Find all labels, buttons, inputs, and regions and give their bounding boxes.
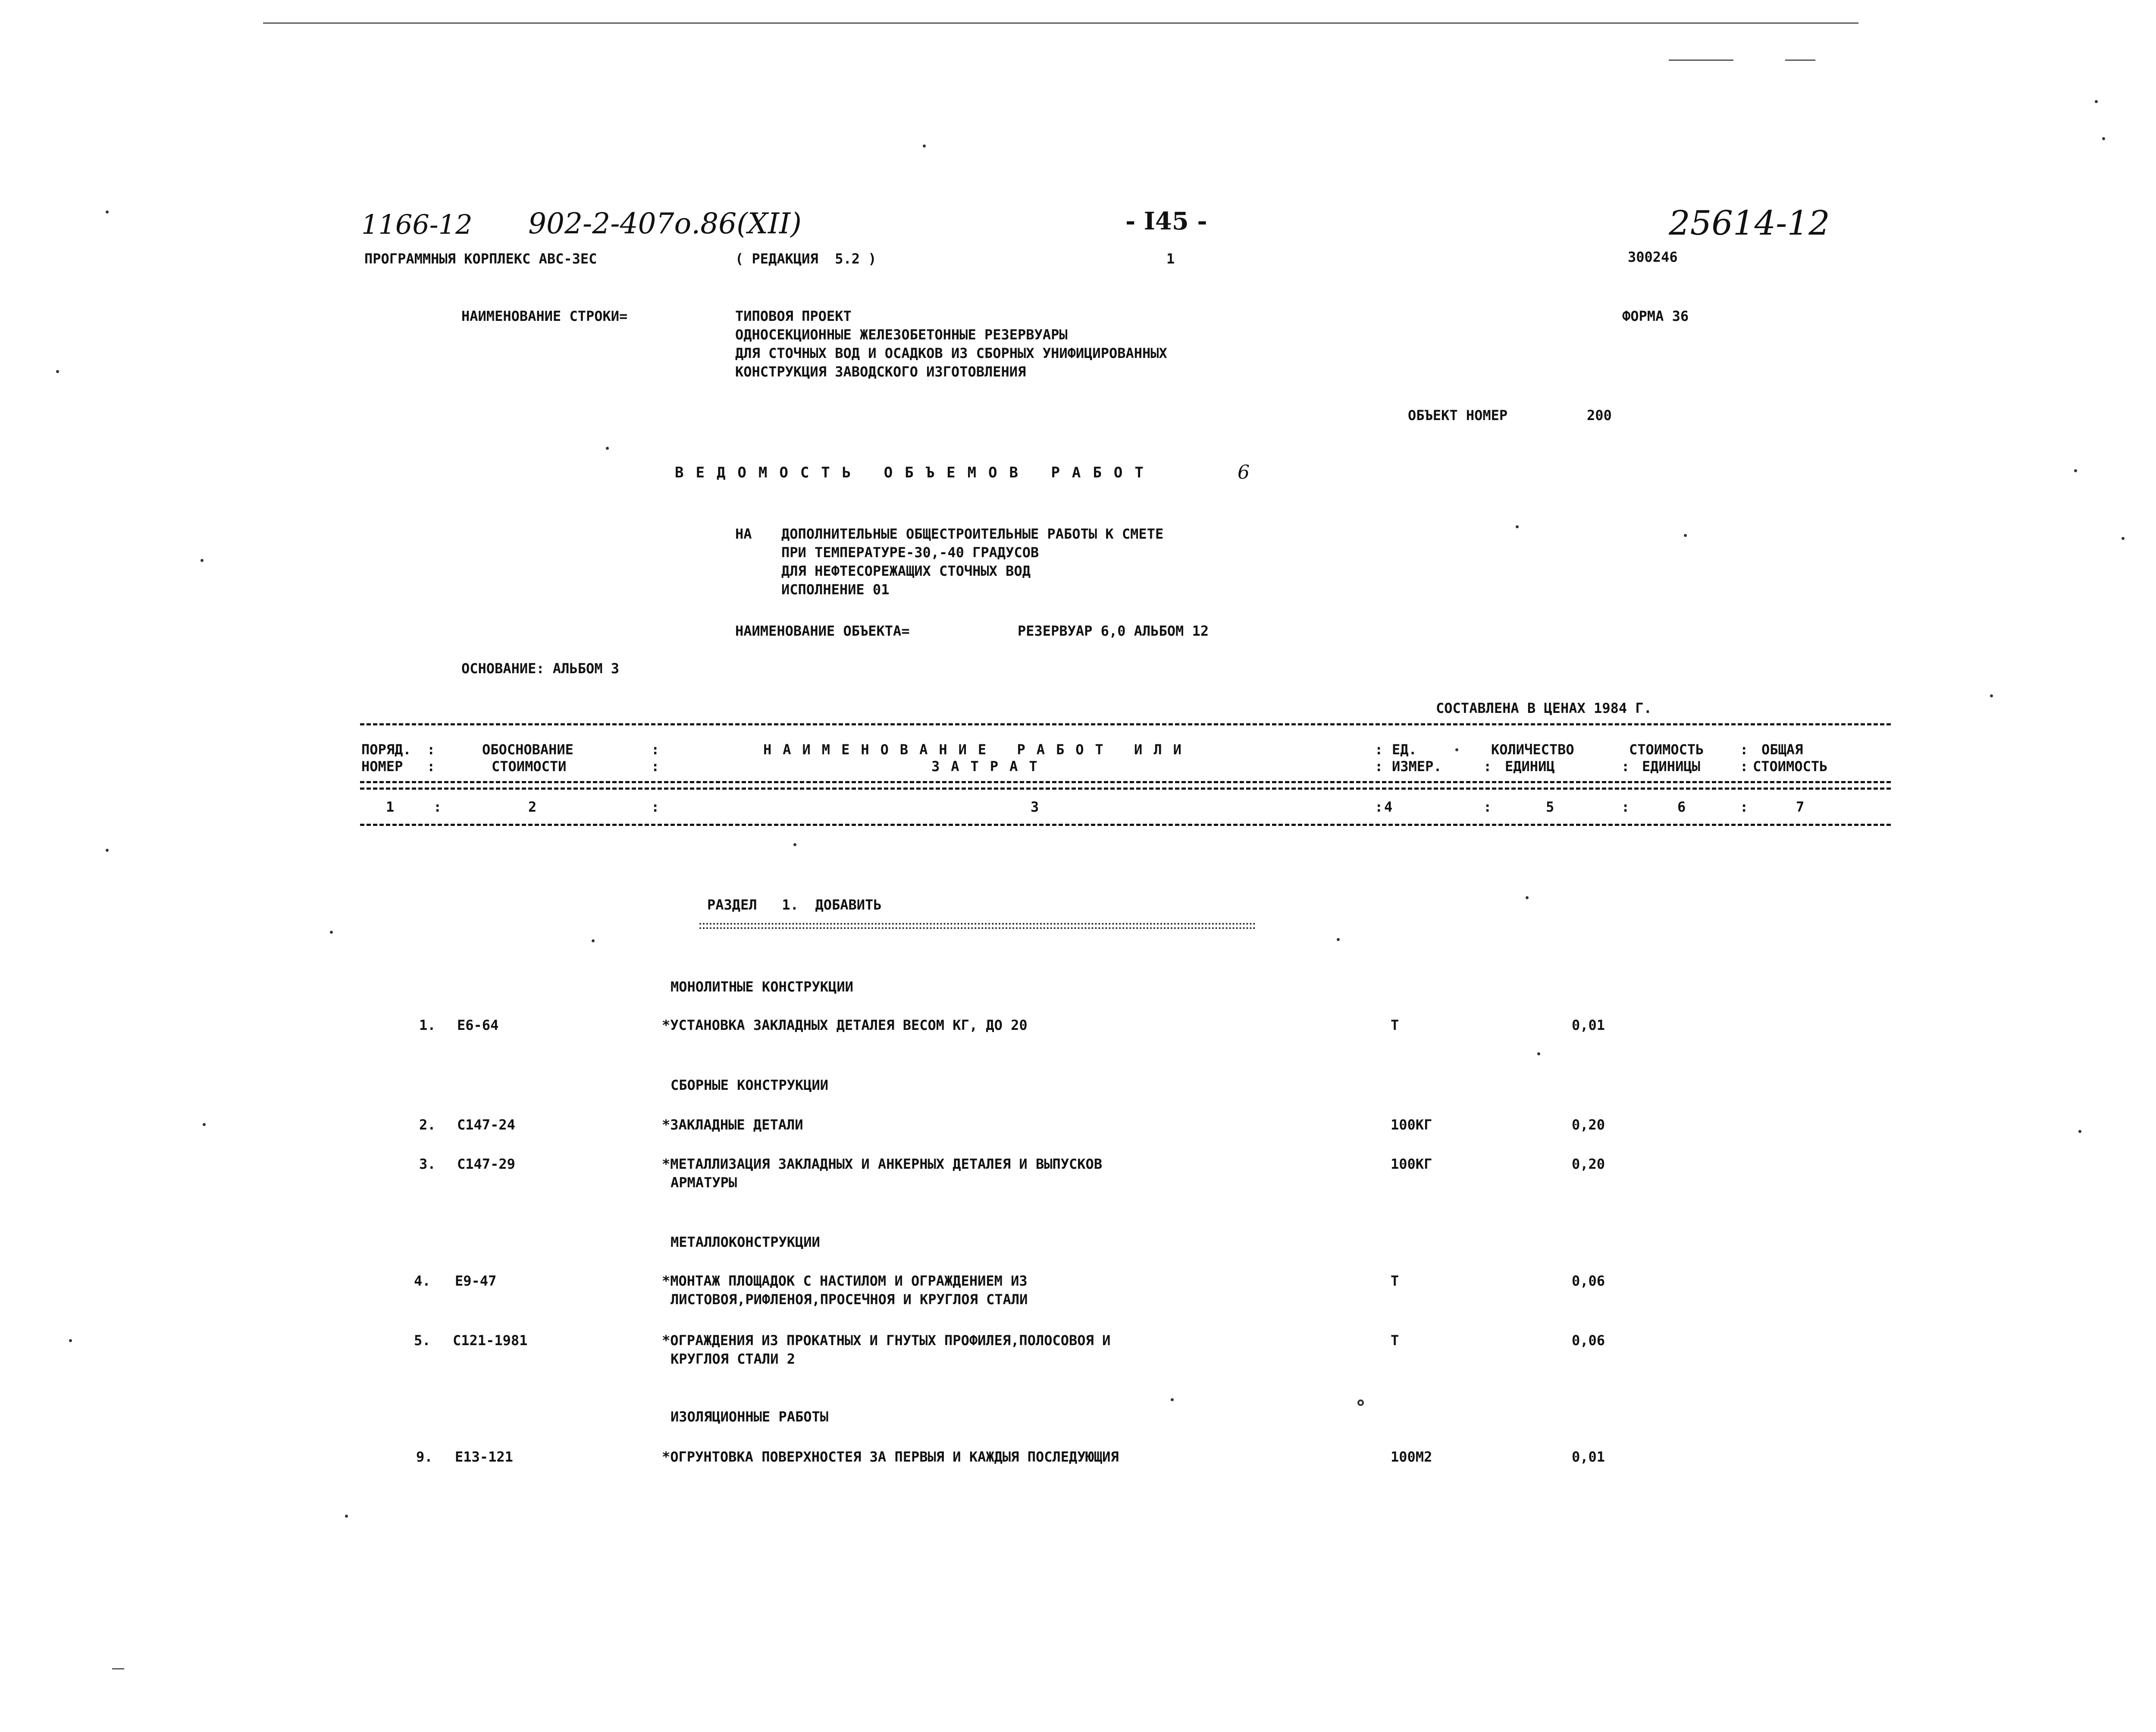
row-5-code: С121-1981 xyxy=(453,1332,528,1349)
row-9-code: Е13-121 xyxy=(455,1449,513,1465)
row-9-qty: 0,01 xyxy=(1572,1449,1605,1465)
col7-header-line2: СТОИМОСТЬ xyxy=(1753,758,1828,775)
table-rule-mid2 xyxy=(360,788,1891,790)
row-3-unit: 100КГ xyxy=(1391,1156,1432,1172)
col-separators: : xyxy=(1621,799,1630,815)
scan-speck xyxy=(69,1339,72,1342)
row-4-name-line2: ЛИСТОВОЯ,РИФЛЕНОЯ,ПРОСЕЧНОЯ И КРУГЛОЯ СТАЛИ xyxy=(671,1291,1028,1308)
row-4-name-line1: *МОНТАЖ ПЛОЩАДОК С НАСТИЛОМ И ОГРАЖДЕНИЕМ ИЗ xyxy=(662,1273,1028,1289)
scan-speck xyxy=(2078,1130,2081,1133)
scan-speck xyxy=(1526,896,1529,899)
col-separators: : xyxy=(1740,758,1749,775)
line-name-label: НАИМЕНОВАНИЕ СТРОКИ= xyxy=(461,308,628,324)
line-name-3: ДЛЯ СТОЧНЫХ ВОД И ОСАДКОВ ИЗ СБОРНЫХ УНИФИЦИРОВАННЫХ xyxy=(735,345,1167,361)
row-1-code: Е6-64 xyxy=(457,1017,499,1033)
row-4-unit: Т xyxy=(1391,1273,1399,1289)
col-separators: : xyxy=(1740,799,1749,815)
object-name-value: РЕЗЕРВУАР 6,0 АЛЬБОМ 12 xyxy=(1018,623,1209,639)
section-title: РАЗДЕЛ 1. ДОБАВИТЬ xyxy=(707,897,882,913)
row-1-name: *УСТАНОВКА ЗАКЛАДНЫХ ДЕТАЛЕЯ ВЕСОМ КГ, ДО 20 xyxy=(662,1017,1028,1033)
row-9-name: *ОГРУНТОВКА ПОВЕРХНОСТЕЯ ЗА ПЕРВЫЯ И КАЖДЫЯ ПОСЛЕДУЮЩИЯ xyxy=(662,1449,1119,1465)
scan-speck xyxy=(1455,748,1458,751)
scan-speck xyxy=(2102,137,2105,140)
scan-speck xyxy=(1537,1052,1540,1055)
group-title-metal: МЕТАЛЛОКОНСТРУКЦИИ xyxy=(671,1234,820,1250)
col-number-3: 3 xyxy=(1031,799,1039,815)
scan-speck xyxy=(1171,1398,1174,1401)
subtitle-line-1: ДОПОЛНИТЕЛЬНЫЕ ОБЩЕСТРОИТЕЛЬНЫЕ РАБОТЫ К СМЕТЕ xyxy=(781,526,1164,542)
row-5-qty: 0,06 xyxy=(1572,1332,1605,1349)
scan-bottom-mark xyxy=(112,1668,124,1669)
subtitle-line-3: ДЛЯ НЕФТЕСОРЕЖАЩИХ СТОЧНЫХ ВОД xyxy=(781,563,1031,579)
col5-header-line1: КОЛИЧЕСТВО xyxy=(1491,741,1574,758)
row-1-num: 1. xyxy=(419,1017,436,1033)
scan-speck xyxy=(345,1515,348,1518)
col-separators: : xyxy=(1375,799,1383,815)
row-2-code: С147-24 xyxy=(457,1117,515,1133)
section-underline xyxy=(699,927,1256,929)
col6-header-line1: СТОИМОСТЬ xyxy=(1629,741,1704,758)
row-3-num: 3. xyxy=(419,1156,436,1172)
row-4-qty: 0,06 xyxy=(1572,1273,1605,1289)
row-3-code: С147-29 xyxy=(457,1156,515,1172)
table-rule-bottom xyxy=(360,824,1891,826)
row-4-num: 4. xyxy=(414,1273,431,1289)
row-2-qty: 0,20 xyxy=(1572,1117,1605,1133)
scan-speck xyxy=(592,939,595,942)
scan-top-mark xyxy=(1785,60,1815,61)
table-rule-mid xyxy=(360,781,1891,783)
object-number-value: 200 xyxy=(1587,407,1612,424)
col4-header-line1: ЕД. xyxy=(1392,741,1417,758)
scan-speck xyxy=(1990,694,1993,697)
col-separators: : xyxy=(651,741,660,758)
col-separators: : xyxy=(651,758,660,775)
subtitle-line-2: ПРИ ТЕМПЕРАТУРЕ-30,-40 ГРАДУСОВ xyxy=(781,544,1039,561)
handwritten-right-code: 25614-12 xyxy=(1669,204,1830,243)
scan-speck xyxy=(923,144,926,147)
col-separators: : xyxy=(651,799,660,815)
col2-header-line1: ОБОСНОВАНИЕ xyxy=(482,741,573,758)
form-number: ФОРМА 36 xyxy=(1622,308,1689,324)
col1-header-line1: ПОРЯД. xyxy=(361,741,411,758)
object-name-label: НАИМЕНОВАНИЕ ОБЪЕКТА= xyxy=(735,623,910,639)
col4-header-line2: ИЗМЕР. xyxy=(1392,758,1442,775)
table-rule-top xyxy=(360,723,1891,725)
row-1-unit: Т xyxy=(1391,1017,1399,1033)
col-number-2: 2 xyxy=(528,799,537,815)
col3-header-line2: ЗАТРАТ xyxy=(931,758,1049,775)
row-5-unit: Т xyxy=(1391,1332,1399,1349)
col-number-7: 7 xyxy=(1796,799,1805,815)
prices-year: СОСТАВЛЕНА В ЦЕНАХ 1984 Г. xyxy=(1436,700,1652,716)
row-3-name-line1: *МЕТАЛЛИЗАЦИЯ ЗАКЛАДНЫХ И АНКЕРНЫХ ДЕТАЛЕЯ И ВЫПУСКОВ xyxy=(662,1156,1103,1172)
scan-speck xyxy=(2122,537,2125,540)
line-name-2: ОДНОСЕКЦИОННЫЕ ЖЕЛЕЗОБЕТОННЫЕ РЕЗЕРВУАРЫ xyxy=(735,326,1068,343)
col1-header-line2: НОМЕР xyxy=(361,758,403,775)
subtitle-prefix: НА xyxy=(735,526,752,542)
scan-speck xyxy=(2095,100,2098,103)
scan-speck xyxy=(330,931,333,934)
section-underline xyxy=(699,923,1256,925)
basis: ОСНОВАНИЕ: АЛЬБОМ 3 xyxy=(461,660,620,677)
scan-speck xyxy=(201,559,204,562)
col-number-4: 4 xyxy=(1384,799,1393,815)
row-3-name-line2: АРМАТУРЫ xyxy=(671,1174,737,1191)
col5-header-line2: ЕДИНИЦ xyxy=(1505,758,1555,775)
doc-number: 300246 xyxy=(1628,249,1678,265)
row-9-unit: 100М2 xyxy=(1391,1449,1432,1465)
row-2-name: *ЗАКЛАДНЫЕ ДЕТАЛИ xyxy=(662,1117,803,1133)
handwritten-project-code: 902-2-407о.86(XII) xyxy=(528,207,802,240)
col-separators: : xyxy=(427,758,436,775)
scan-speck xyxy=(1684,534,1687,537)
scan-speck xyxy=(1357,1399,1364,1406)
row-3-qty: 0,20 xyxy=(1572,1156,1605,1172)
group-title-monolithic: МОНОЛИТНЫЕ КОНСТРУКЦИИ xyxy=(671,979,853,995)
scan-speck xyxy=(56,370,59,373)
scan-speck xyxy=(1337,938,1340,941)
group-title-precast: СБОРНЫЕ КОНСТРУКЦИИ xyxy=(671,1077,829,1093)
col-separators: : xyxy=(1375,758,1383,775)
col-separators: : xyxy=(433,799,442,815)
scan-top-edge xyxy=(263,22,1858,24)
scan-speck xyxy=(2074,469,2077,472)
sheet-number: 1 xyxy=(1166,251,1175,267)
line-name-1: ТИПОВОЯ ПРОЕКТ xyxy=(735,308,852,324)
row-2-num: 2. xyxy=(419,1117,436,1133)
object-number-label: ОБЪЕКТ НОМЕР xyxy=(1408,407,1508,424)
scan-speck xyxy=(606,447,609,450)
col-separators: : xyxy=(1483,799,1492,815)
col-number-6: 6 xyxy=(1677,799,1686,815)
scan-speck xyxy=(106,210,109,213)
program-name: ПРОГРАММНЫЯ КОРПЛЕКС АВС-ЗЕС xyxy=(364,251,597,267)
col6-header-line2: ЕДИНИЦЫ xyxy=(1642,758,1700,775)
scan-speck xyxy=(793,843,796,846)
col-separators: : xyxy=(1740,741,1749,758)
scan-speck xyxy=(106,849,109,852)
scan-speck xyxy=(203,1123,206,1126)
document-title: ВЕДОМОСТЬ ОБЪЕМОВ РАБОТ xyxy=(675,464,1156,481)
row-5-name-line2: КРУГЛОЯ СТАЛИ 2 xyxy=(671,1351,795,1367)
col-number-1: 1 xyxy=(386,799,395,815)
page-number: - I45 - xyxy=(1125,207,1207,235)
row-4-code: Е9-47 xyxy=(455,1273,497,1289)
row-5-name-line1: *ОГРАЖДЕНИЯ ИЗ ПРОКАТНЫХ И ГНУТЫХ ПРОФИЛЕЯ,ПОЛОСОВОЯ И xyxy=(662,1332,1111,1349)
col-number-5: 5 xyxy=(1546,799,1554,815)
scan-speck xyxy=(1516,525,1519,528)
row-2-unit: 100КГ xyxy=(1391,1117,1432,1133)
handwritten-left-code: 1166-12 xyxy=(361,209,473,240)
col-separators: : xyxy=(1375,741,1383,758)
line-name-4: КОНСТРУКЦИЯ ЗАВОДСКОГО ИЗГОТОВЛЕНИЯ xyxy=(735,364,1026,380)
subtitle-line-4: ИСПОЛНЕНИЕ 01 xyxy=(781,581,890,598)
program-edition: ( РЕДАКЦИЯ 5.2 ) xyxy=(735,251,877,267)
row-5-num: 5. xyxy=(414,1332,431,1349)
document-title-number: 6 xyxy=(1238,461,1250,483)
col-separators: : xyxy=(1483,758,1492,775)
col7-header-line1: ОБЩАЯ xyxy=(1761,741,1803,758)
row-1-qty: 0,01 xyxy=(1572,1017,1605,1033)
col-separators: : xyxy=(427,741,436,758)
col2-header-line2: СТОИМОСТИ xyxy=(492,758,567,775)
col3-header-line1: НАИМЕНОВАНИЕ РАБОТ ИЛИ xyxy=(763,741,1193,758)
scan-top-mark xyxy=(1669,60,1733,61)
row-9-num: 9. xyxy=(416,1449,433,1465)
col-separators: : xyxy=(1621,758,1630,775)
group-title-insulation: ИЗОЛЯЦИОННЫЕ РАБОТЫ xyxy=(671,1409,829,1425)
